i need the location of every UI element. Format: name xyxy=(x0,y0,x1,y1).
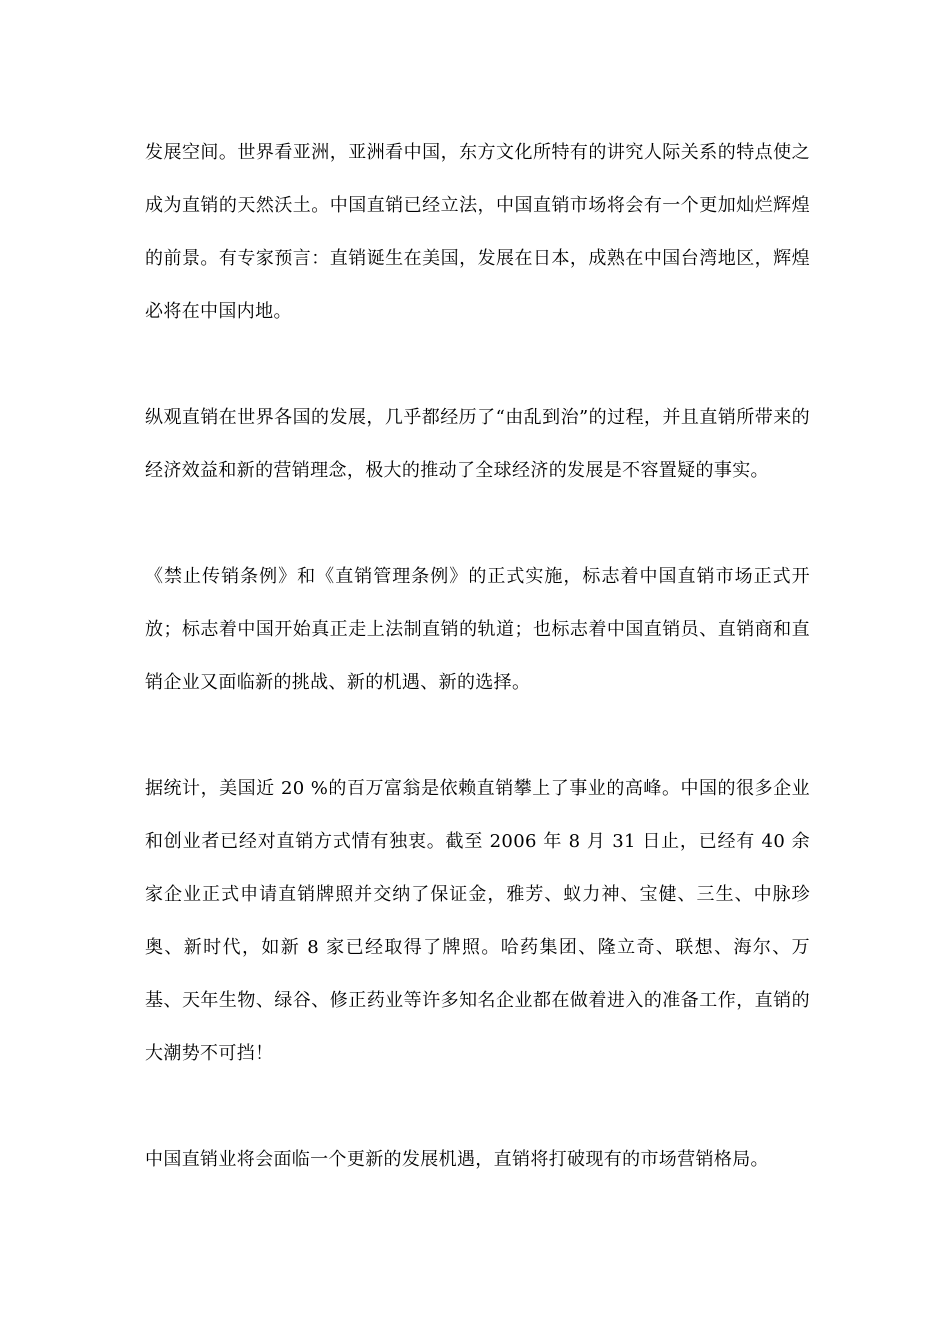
paragraph-5: 中国直销业将会面临一个更新的发展机遇，直销将打破现有的市场营销格局。 xyxy=(145,1149,769,1170)
paragraph-1: 发展空间。世界看亚洲，亚洲看中国，东方文化所特有的讲究人际关系的特点使之成为直销的天然沃土。中国直销已经立法，中国直销市场将会有一个更加灿烂辉煌的前景。有专家预言：直销诞生在美国，发展在日本，成熟在中国台湾地区，辉煌必将在中国内地。 xyxy=(145,142,810,322)
paragraph-spacer xyxy=(145,338,810,391)
paragraph-4: 据统计，美国近 20 %的百万富翁是依赖直销攀上了事业的高峰。中国的很多企业和创业者已经对直销方式情有独衷。截至 2006 年 8 月 31 日止，已经有 40 余家企业正式申请直销牌照并交纳了保证金，雅芳、蚁力神、宝健、三生、中脉珍奥、新时代，如新 8 家已经取得了牌照。哈药集团、隆立奇、联想、海尔、万基、天年生物、绿谷、修正药业等许多知名企业都在做着进入的准备工作，直销的大潮势不可挡！ xyxy=(145,778,810,1064)
paragraph-spacer xyxy=(145,709,810,762)
paragraph-spacer xyxy=(145,497,810,550)
paragraph-3: 《禁止传销条例》和《直销管理条例》的正式实施，标志着中国直销市场正式开放；标志着中国开始真正走上法制直销的轨道；也标志着中国直销员、直销商和直销企业又面临新的挑战、新的机遇、新的选择。 xyxy=(145,566,810,693)
paragraph-2: 纵观直销在世界各国的发展，几乎都经历了“由乱到治”的过程，并且直销所带来的经济效益和新的营销理念，极大的推动了全球经济的发展是不容置疑的事实。 xyxy=(145,407,810,481)
document-page xyxy=(145,126,810,1186)
paragraph-spacer xyxy=(145,1080,810,1133)
